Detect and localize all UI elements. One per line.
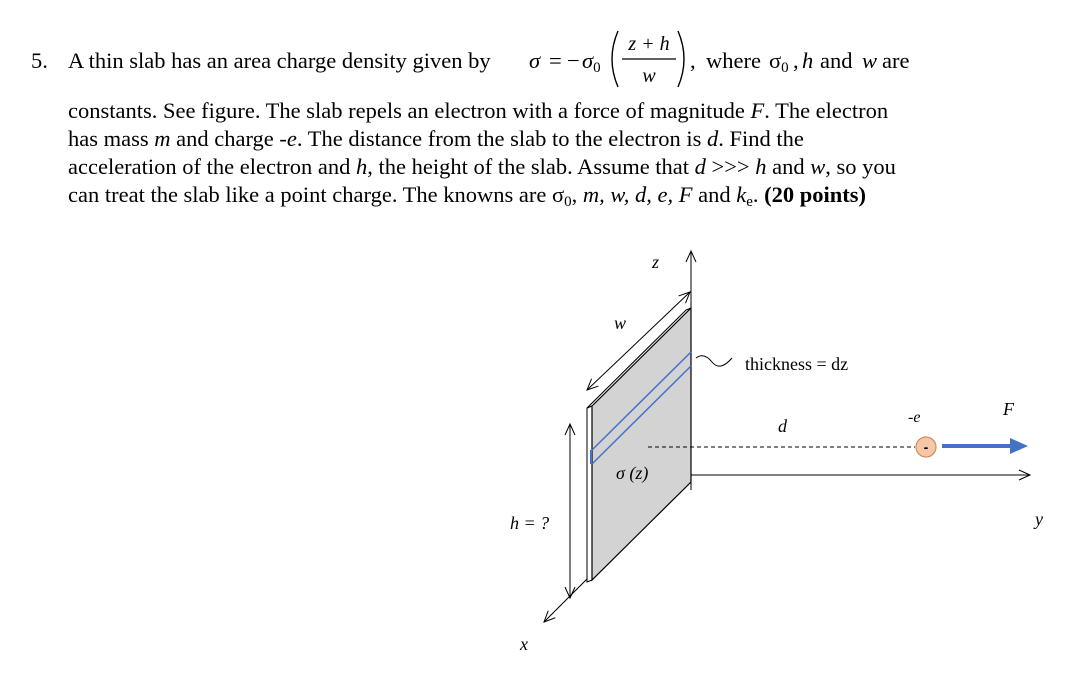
line1-w: w	[862, 48, 878, 73]
force-arrow-head	[1010, 438, 1028, 454]
thickness-pointer	[696, 356, 732, 366]
line1-where: where	[706, 48, 761, 73]
slab	[592, 308, 691, 580]
line1-comma: ,	[690, 48, 696, 73]
label-h: h = ?	[510, 513, 550, 533]
line1-are: are	[882, 48, 910, 73]
line3-text: has mass m and charge -e. The distance from the slab to the electron is d. Find the	[68, 126, 804, 151]
eq-sigma: σ	[529, 48, 541, 73]
line1-comma2: ,	[793, 48, 799, 73]
eq-equals: =	[549, 48, 562, 73]
problem-number: 5.	[31, 48, 48, 73]
label-d: d	[778, 416, 787, 436]
eq-sigma0: $\sigma_0$	[582, 48, 601, 76]
label-z: z	[652, 252, 660, 272]
label-y: y	[1035, 509, 1043, 529]
slab-front-edge	[587, 406, 592, 582]
label-F: F	[1003, 399, 1014, 419]
label-electron-charge: -e	[908, 409, 921, 426]
label-sigma-z: σ (z)	[616, 463, 649, 483]
label-thickness: thickness = dz	[745, 354, 849, 374]
eq-denominator: w	[642, 65, 656, 87]
label-w: w	[614, 313, 627, 333]
line1-h: h	[802, 48, 814, 73]
line1-and: and	[820, 48, 853, 73]
electron-sign: -	[923, 439, 929, 455]
label-x: x	[520, 634, 528, 654]
line4-text: acceleration of the electron and h, the height of the slab. Assume that d >>> h and w, so you	[68, 154, 896, 179]
line2-text: constants. See figure. The slab repels an electron with a force of magnitude F. The electron	[68, 98, 889, 123]
line1-sigma0: $\sigma_0$	[769, 48, 789, 76]
line1-text: A thin slab has an area charge density given by	[68, 48, 491, 73]
eq-minus: −	[567, 48, 580, 73]
eq-numerator: z + h	[628, 33, 670, 55]
line5-text: can treat the slab like a point charge. The knowns are $\sigma_0$, m, w, d, e, F and $k_e$. (20 points)	[68, 182, 867, 210]
